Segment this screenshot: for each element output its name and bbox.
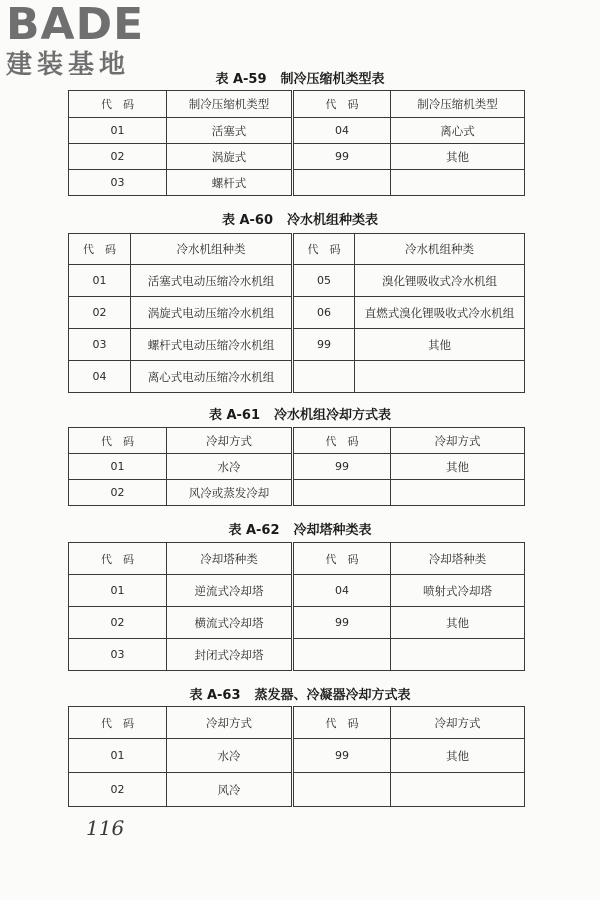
- code-cell: 99: [293, 607, 391, 639]
- table-row: [69, 329, 525, 361]
- type-cell: 其他: [391, 739, 525, 773]
- table-row: [69, 454, 525, 480]
- code-cell: 99: [293, 329, 355, 361]
- table-a61: [68, 427, 525, 506]
- type-cell: [391, 773, 525, 807]
- code-cell: 01: [69, 739, 167, 773]
- code-cell: 03: [69, 170, 167, 196]
- header-cell: 冷却方式: [167, 707, 293, 739]
- type-cell: [391, 639, 525, 671]
- type-cell: 风冷或蒸发冷却: [167, 480, 293, 506]
- table-row: [69, 639, 525, 671]
- code-cell: 02: [69, 144, 167, 170]
- type-cell: 逆流式冷却塔: [167, 575, 293, 607]
- code-cell: 02: [69, 480, 167, 506]
- type-cell: 螺杆式电动压缩冷水机组: [131, 329, 293, 361]
- type-cell: 风冷: [167, 773, 293, 807]
- table-row: [69, 144, 525, 170]
- type-cell: 其他: [391, 454, 525, 480]
- table-caption: [0, 684, 600, 703]
- code-cell: 04: [293, 575, 391, 607]
- type-cell: 涡旋式: [167, 144, 293, 170]
- header-cell: 冷却方式: [391, 428, 525, 454]
- header-cell: 代 码: [293, 428, 391, 454]
- table-title: 冷却塔种类表: [293, 523, 372, 538]
- type-cell: [391, 480, 525, 506]
- header-cell: 代 码: [293, 707, 391, 739]
- table-row: [69, 480, 525, 506]
- header-cell: 代 码: [69, 234, 131, 265]
- table-a60: [68, 233, 525, 393]
- header-cell: 冷却塔种类: [391, 543, 525, 575]
- header-cell: 代 码: [293, 234, 355, 265]
- type-cell: 水冷: [167, 739, 293, 773]
- type-cell: [391, 170, 525, 196]
- code-cell: 01: [69, 454, 167, 480]
- table-title: 蒸发器、冷凝器冷却方式表: [254, 688, 411, 703]
- header-cell: 制冷压缩机类型: [167, 91, 293, 118]
- table-a62: [68, 542, 525, 671]
- table-number: 表 A-63: [189, 688, 241, 703]
- code-cell: 04: [69, 361, 131, 393]
- type-cell: 离心式电动压缩冷水机组: [131, 361, 293, 393]
- logo-subtitle: 建装基地: [6, 50, 131, 80]
- code-cell: 01: [69, 265, 131, 297]
- type-cell: [355, 361, 525, 393]
- code-cell: 06: [293, 297, 355, 329]
- code-cell: 04: [293, 118, 391, 144]
- code-cell: 99: [293, 454, 391, 480]
- table-caption: [0, 519, 600, 538]
- code-cell: [293, 361, 355, 393]
- table-a63: [68, 706, 525, 807]
- header-cell: 冷水机组种类: [131, 234, 293, 265]
- code-cell: 01: [69, 575, 167, 607]
- code-cell: 05: [293, 265, 355, 297]
- logo-brand: BADE: [6, 0, 145, 50]
- table-a59: [68, 90, 525, 196]
- table-row: [69, 118, 525, 144]
- header-cell: 代 码: [69, 428, 167, 454]
- code-cell: 01: [69, 118, 167, 144]
- table-number: 表 A-59: [215, 72, 267, 87]
- header-cell: 冷却方式: [391, 707, 525, 739]
- table-row: [69, 297, 525, 329]
- table-caption: [0, 68, 600, 87]
- table-title: 冷水机组冷却方式表: [274, 408, 392, 423]
- type-cell: 其他: [355, 329, 525, 361]
- type-cell: 溴化锂吸收式冷水机组: [355, 265, 525, 297]
- table-header-row: [69, 543, 525, 575]
- code-cell: [293, 480, 391, 506]
- type-cell: 水冷: [167, 454, 293, 480]
- code-cell: 02: [69, 607, 167, 639]
- table-header-row: [69, 428, 525, 454]
- page-number: 116: [86, 816, 125, 840]
- table-header-row: [69, 91, 525, 118]
- code-cell: 02: [69, 297, 131, 329]
- table-row: [69, 739, 525, 773]
- table-number: 表 A-61: [208, 408, 261, 423]
- type-cell: 涡旋式电动压缩冷水机组: [131, 297, 293, 329]
- table-row: [69, 607, 525, 639]
- table-row: [69, 773, 525, 807]
- header-cell: 冷却塔种类: [167, 543, 293, 575]
- table-row: [69, 170, 525, 196]
- type-cell: 横流式冷却塔: [167, 607, 293, 639]
- header-cell: 冷水机组种类: [355, 234, 525, 265]
- code-cell: [293, 639, 391, 671]
- type-cell: 活塞式: [167, 118, 293, 144]
- type-cell: 其他: [391, 144, 525, 170]
- type-cell: 活塞式电动压缩冷水机组: [131, 265, 293, 297]
- header-cell: 制冷压缩机类型: [391, 91, 525, 118]
- code-cell: 99: [293, 144, 391, 170]
- table-number: 表 A-62: [228, 523, 280, 538]
- header-cell: 冷却方式: [167, 428, 293, 454]
- table-header-row: [69, 234, 525, 265]
- type-cell: 直燃式溴化锂吸收式冷水机组: [355, 297, 525, 329]
- header-cell: 代 码: [293, 91, 391, 118]
- type-cell: 封闭式冷却塔: [167, 639, 293, 671]
- table-title: 冷水机组种类表: [287, 213, 379, 228]
- header-cell: 代 码: [69, 543, 167, 575]
- table-row: [69, 265, 525, 297]
- table-number: 表 A-60: [221, 213, 274, 228]
- type-cell: 螺杆式: [167, 170, 293, 196]
- header-cell: 代 码: [69, 91, 167, 118]
- type-cell: 喷射式冷却塔: [391, 575, 525, 607]
- header-cell: 代 码: [69, 707, 167, 739]
- table-row: [69, 361, 525, 393]
- table-row: [69, 575, 525, 607]
- code-cell: 03: [69, 329, 131, 361]
- table-title: 制冷压缩机类型表: [280, 72, 385, 87]
- code-cell: [293, 170, 391, 196]
- table-caption: [0, 404, 600, 423]
- table-caption: [0, 209, 600, 228]
- code-cell: [293, 773, 391, 807]
- table-header-row: [69, 707, 525, 739]
- code-cell: 99: [293, 739, 391, 773]
- code-cell: 02: [69, 773, 167, 807]
- code-cell: 03: [69, 639, 167, 671]
- header-cell: 代 码: [293, 543, 391, 575]
- type-cell: 其他: [391, 607, 525, 639]
- type-cell: 离心式: [391, 118, 525, 144]
